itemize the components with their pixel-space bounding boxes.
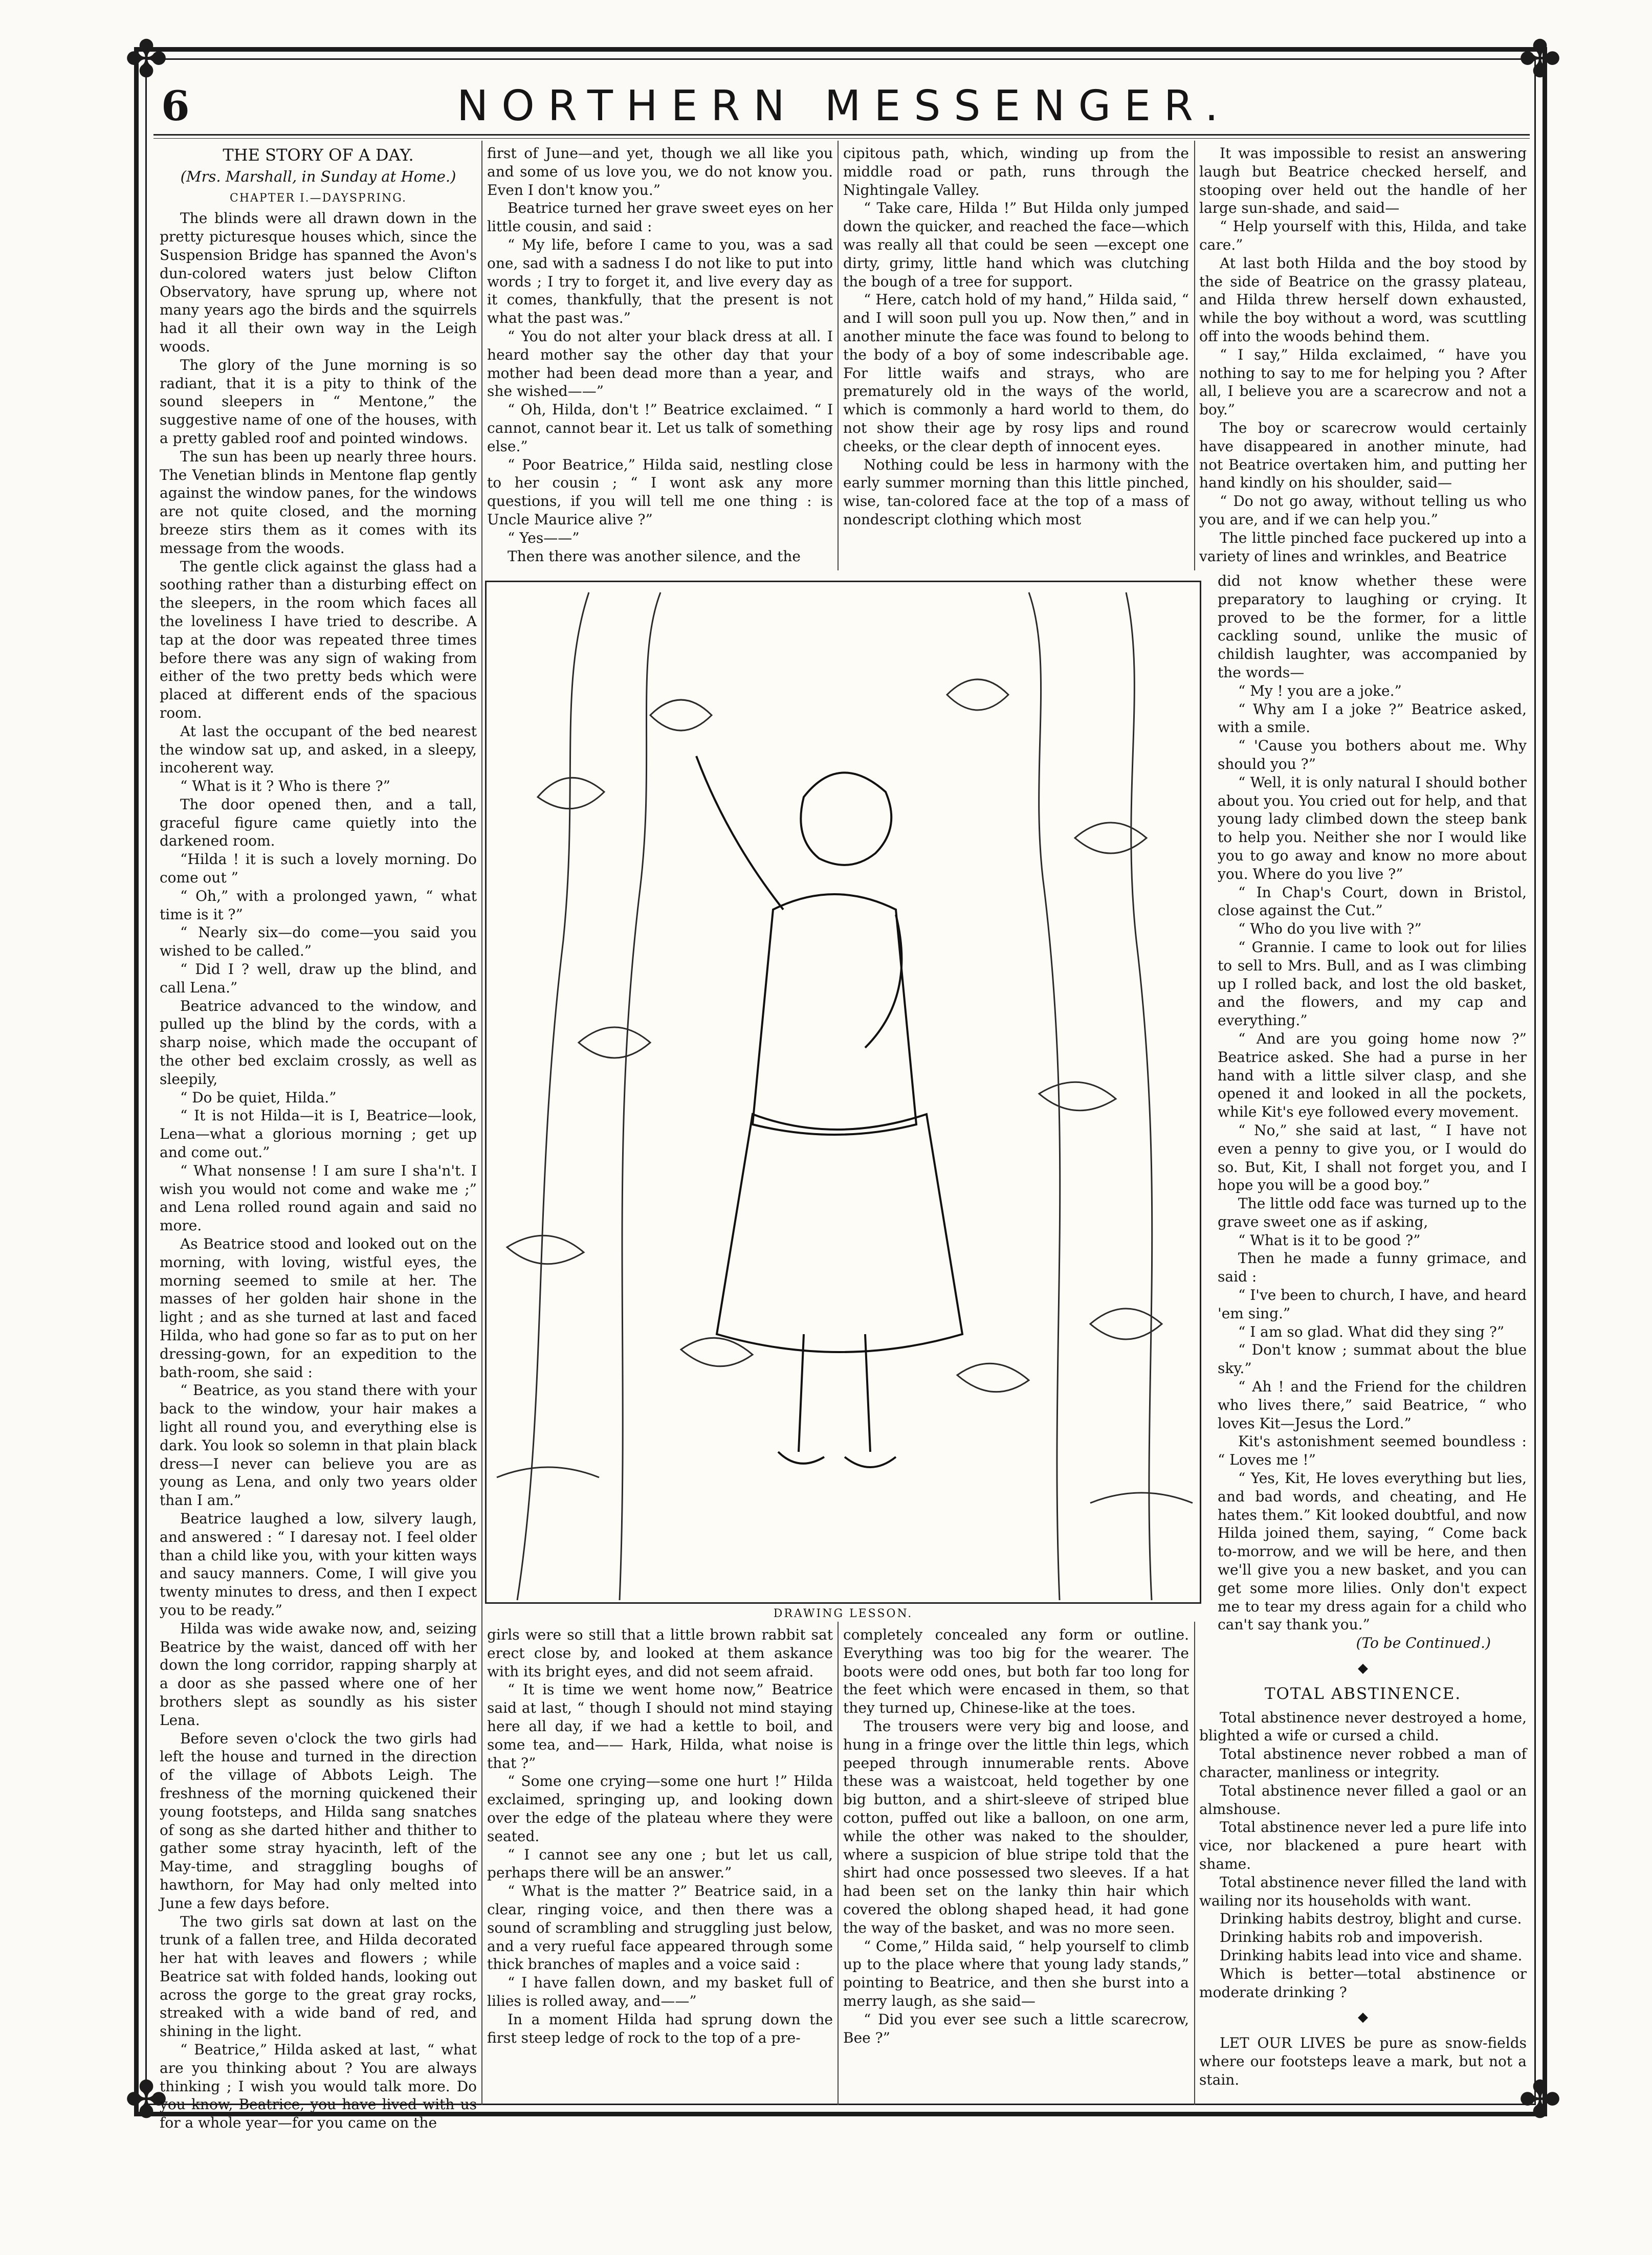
column-rule	[838, 1622, 839, 2105]
story-paragraph: The glory of the June morning is so radiant, that it is a pity to think of the sound sleepers in “ Mentone,” the suggestive name of one of the houses, with a pretty gabled roof and pointed windows.	[160, 356, 477, 447]
story-paragraph: “Hilda ! it is such a lovely morning. Do come out ”	[160, 851, 477, 887]
story-paragraph: “ Here, catch hold of my hand,” Hilda said, “ and I will soon pull you up. Now then,” and in another minute the face was found to belong to the body of a boy of some indescribable age. For little waifs and strays, who are prematurely old in the ways of the world, which is commonly a hard world to them, do not show their age by rosy lips and round cheeks, or the clear depth of innocent eyes.	[843, 291, 1189, 455]
story-paragraph: “ Oh,” with a prolonged yawn, “ what time is it ?”	[160, 887, 477, 923]
story-paragraph: The little pinched face puckered up into a variety of lines and wrinkles, and Beatrice	[1199, 529, 1527, 565]
girl-in-garden-image	[487, 582, 1200, 1602]
story-paragraph: “ Take care, Hilda !” But Hilda only jumped down the quicker, and reached the face—which was really all that could be seen —except one dirty, grimy, little hand which was clutching the bough of a tree for support.	[843, 200, 1189, 290]
column-2-bottom	[487, 1626, 833, 2102]
story-paragraph: “ Why am I a joke ?” Beatrice asked, with a smile.	[1218, 700, 1527, 736]
abstinence-line: Total abstinence never filled a gaol or an almshouse.	[1199, 1782, 1527, 1818]
story-paragraph: “ No,” she said at last, “ I have not even a penny to give you, or I would do so. But, Kit, I shall not forget you, and I hope you will be a good boy.”	[1218, 1121, 1527, 1194]
closing-verse: LET OUR LIVES be pure as snow-fields where our footsteps leave a mark, but not a stain.	[1199, 2035, 1527, 2088]
story-paragraph: It was impossible to resist an answering laugh but Beatrice checked herself, and stooping over held out the handle of her large sun-shade, and said—	[1199, 145, 1527, 217]
story-paragraph: “ Come,” Hilda said, “ help yourself to climb up to the place where that young lady stands,” pointing to Beatrice, and then she burst into a merry laugh, as she said—	[843, 1937, 1189, 2009]
column-4-top-body	[1199, 144, 1527, 565]
column-rule	[1194, 1622, 1195, 2105]
illustration-drawing-lesson	[485, 581, 1201, 1604]
column-rule	[1194, 141, 1195, 570]
column-3-top	[843, 144, 1189, 571]
column-rule	[481, 141, 482, 2105]
masthead-title: NORTHERN MESSENGER.	[456, 82, 1232, 130]
column-rule	[838, 141, 839, 570]
section-divider: ◆	[1358, 1661, 1368, 1676]
abstinence-line: Drinking habits rob and impoverish.	[1220, 1929, 1483, 1946]
story-paragraph: Hilda was wide awake now, and, seizing Beatrice by the waist, danced off with her down the long corridor, rapping sharply at a door as she passed where one of her brothers slept as soundly as his sister Lena.	[160, 1620, 477, 1729]
story-paragraph: “ What is it ? Who is there ?”	[180, 778, 390, 795]
story-paragraph: “ And are you going home now ?” Beatrice asked. She had a purse in her hand with a little silver clasp, and she opened it and looked in all the pockets, while Kit's eye followed every movement.	[1218, 1030, 1527, 1121]
story-paragraph: “ You do not alter your black dress at all. I heard mother say the other day that your mother had been dead more than a year, and she wished——”	[487, 327, 833, 400]
corner-ornament-top-right: ✤	[1518, 29, 1561, 89]
story-paragraph: “ Nearly six—do come—you said you wished to be called.”	[160, 924, 477, 960]
story-paragraph: “ I've been to church, I have, and heard 'em sing.”	[1218, 1287, 1527, 1322]
story-paragraph: “ Beatrice, as you stand there with your back to the window, your hair makes a light all round you, and everything else is dark. You look so solemn in that plain black dress—I never can believe you are as young as Lena, and only two years older than I am.”	[160, 1382, 477, 1509]
column-4-middle	[1218, 572, 1527, 1652]
story-paragraph: “ Grannie. I came to look out for lilies to sell to Mrs. Bull, and as I was climbing up I rolled back, and lost the old basket, and the flowers, and my cap and everything.”	[1218, 938, 1527, 1029]
story-paragraph: Beatrice advanced to the window, and pulled up the blind by the cords, with a sharp noise, which made the occupant of the other bed exclaim crossly, as well as sleepily,	[160, 997, 477, 1088]
story-paragraph: “ Don't know ; summat about the blue sky.”	[1218, 1341, 1527, 1377]
story-byline: (Mrs. Marshall, in Sunday at Home.)	[180, 167, 456, 185]
column-1	[160, 144, 477, 2132]
story-paragraph: “ I am so glad. What did they sing ?”	[1238, 1323, 1505, 1340]
illustration-caption: DRAWING LESSON.	[773, 1607, 913, 1620]
story-paragraph: Beatrice laughed a low, silvery laugh, and answered : “ I daresay not. I feel older than a child like you, with your kitten ways and saucy manners. Come, I will give you twenty minutes to dress, and then I expect you to be ready.”	[160, 1510, 477, 1619]
story-paragraph: Nothing could be less in harmony with the early summer morning than this little pinched, wise, tan-colored face at the top of a mass of nondescript clothing which most	[843, 456, 1189, 528]
story-paragraph: “ Did you ever see such a little scarecrow, Bee ?”	[843, 2010, 1189, 2046]
column-3-bottom-body	[843, 1626, 1189, 2047]
column-3-bottom	[843, 1626, 1189, 2102]
column-4-middle-body	[1218, 572, 1527, 1634]
corner-ornament-bottom-left: ✤	[125, 2070, 168, 2130]
story-paragraph: Then there was another silence, and the	[508, 547, 801, 565]
story-paragraph: The two girls sat down at last on the trunk of a fallen tree, and Hilda decorated her hat with leaves and flowers ; while Beatrice sat with folded hands, looking out across the gorge to the great gray rocks, streaked with a wide band of red, and shining in the light.	[160, 1913, 477, 2040]
story-paragraph: “ Did I ? well, draw up the blind, and call Lena.”	[160, 961, 477, 996]
column-1-body	[160, 209, 477, 2132]
header-rule	[153, 134, 1530, 136]
story-paragraph: “ 'Cause you bothers about me. Why should you ?”	[1218, 737, 1527, 772]
story-paragraph: The sun has been up nearly three hours. The Venetian blinds in Mentone flap gently against the window panes, for the windows are not quite closed, and the morning breeze stirs them as it comes with its message from the woods.	[160, 448, 477, 557]
story-paragraph: “ Poor Beatrice,” Hilda said, nestling close to her cousin ; “ I wont ask any more questions, if you will tell me one thing : is Uncle Maurice alive ?”	[487, 456, 833, 528]
story-paragraph: The gentle click against the glass had a soothing rather than a disturbing effect on the sleepers, in the room which faces all the loveliness I have tried to describe. A tap at the door was repeated three times before there was any sign of waking from either of the two pretty beds which were placed at different ends of the spacious room.	[160, 558, 477, 721]
continued-note: (To be Continued.)	[1356, 1634, 1491, 1652]
story-paragraph: In a moment Hilda had sprung down the first steep ledge of rock to the top of a pre-	[487, 2010, 833, 2046]
corner-ornament-bottom-right: ✤	[1518, 2070, 1561, 2130]
story-paragraph: “ Who do you live with ?”	[1238, 920, 1422, 938]
story-paragraph: “ What is it to be good ?”	[1238, 1231, 1421, 1249]
story-paragraph: Kit's astonishment seemed boundless : “ Loves me !”	[1218, 1433, 1527, 1469]
abstinence-line: Total abstinence never filled the land with wailing nor its households with want.	[1199, 1873, 1527, 1909]
abstinence-line: Total abstinence never led a pure life into vice, nor blackened a pure heart with shame.	[1199, 1819, 1527, 1872]
story-paragraph: At last both Hilda and the boy stood by the side of Beatrice on the grassy plateau, and Hilda threw herself down exhausted, while the boy without a word, was scuttling off into the woods behind them.	[1199, 254, 1527, 345]
abstinence-line: Drinking habits lead into vice and shame.	[1220, 1947, 1523, 1964]
story-paragraph: “ Some one crying—some one hurt !” Hilda exclaimed, springing up, and looking down over the edge of the plateau where they were seated.	[487, 1773, 833, 1845]
column-4-bottom	[1199, 1652, 1527, 2103]
abstinence-line: Total abstinence never robbed a man of character, manliness or integrity.	[1199, 1745, 1527, 1781]
column-4-top	[1199, 144, 1527, 571]
story-paragraph: “ Help yourself with this, Hilda, and take care.”	[1199, 218, 1527, 253]
story-paragraph: “ In Chap's Court, down in Bristol, close against the Cut.”	[1218, 883, 1527, 919]
story-title: THE STORY OF A DAY.	[223, 145, 414, 165]
story-paragraph: completely concealed any form or outline. Everything was too big for the wearer. The boots were odd ones, but both far too long for the feet which were encased in them, so that they turned up, Chinese-like at the toes.	[843, 1626, 1189, 1717]
story-paragraph: The boy or scarecrow would certainly have disappeared in another minute, had not Beatrice overtaken him, and putting her hand kindly on his shoulder, said—	[1199, 419, 1527, 492]
story-paragraph: As Beatrice stood and looked out on the morning, with loving, wistful eyes, the morning seemed to smile at her. The masses of her golden hair shone in the light ; and as she turned at last and faced Hilda, who had gone so far as to put on her dressing-gown, for an expedition to the bath-room, she said :	[160, 1235, 477, 1381]
story-paragraph: “ Yes, Kit, He loves everything but lies, and bad words, and cheating, and He hates them.” Kit looked doubtful, and now Hilda joined them, saying, “ Come back to-morrow, and we will be here, and then we'll give you a new basket, and you can get some more lilies. Only don't expect me to tear my dress again for a child who can't say thank you.”	[1218, 1470, 1527, 1633]
abstinence-body	[1199, 1709, 1527, 2002]
column-3-top-body	[843, 144, 1189, 529]
story-paragraph: “ I say,” Hilda exclaimed, “ have you nothing to say to me for helping you ? After all, I believe you are a scarecrow and not a boy.”	[1199, 346, 1527, 418]
abstinence-line: Drinking habits destroy, blight and curse.	[1220, 1910, 1522, 1928]
corner-ornament-top-left: ✤	[125, 29, 168, 89]
story-paragraph: Beatrice turned her grave sweet eyes on her little cousin, and said :	[487, 200, 833, 235]
story-paragraph: The blinds were all drawn down in the pretty picturesque houses which, since the Suspension Bridge has spanned the Avon's dun-colored waters just below Clifton Observatory, have sprung up, where not many years ago the birds and the squirrels had it all their own way in the Leigh woods.	[160, 210, 477, 355]
page-number: 6	[161, 82, 190, 130]
story-paragraph: Before seven o'clock the two girls had left the house and turned in the direction of the village of Abbots Leigh. The freshness of the morning quickened their young footsteps, and Hilda sang snatches of song as she darted hither and thither to gather some stray hyacinth, left of the May-time, and straggling boughs of hawthorn, for May had only melted into June a few days before.	[160, 1730, 477, 1912]
column-2-top	[487, 144, 833, 571]
story-paragraph: The little odd face was turned up to the grave sweet one as if asking,	[1218, 1195, 1527, 1230]
column-2-top-body	[487, 144, 833, 565]
story-paragraph: “ Well, it is only natural I should bother about you. You cried out for help, and that young lady climbed down the steep bank to help you. Neither she nor I would like you to go away and know no more about you. Where do you live ?”	[1218, 773, 1527, 882]
story-paragraph: cipitous path, which, winding up from the middle road or path, runs through the Nightingale Valley.	[843, 145, 1189, 198]
story-paragraph: The door opened then, and a tall, graceful figure came quietly into the darkened room.	[160, 795, 477, 850]
story-paragraph: did not know whether these were preparatory to laughing or crying. It proved to be the former, for a little cackling sound, unlike the music of childish laughter, was accompanied by the words—	[1218, 572, 1527, 681]
story-paragraph: “ I have fallen down, and my basket full of lilies is rolled away, and——”	[487, 1974, 833, 2009]
story-paragraph: At last the occupant of the bed nearest the window sat up, and asked, in a sleepy, incoherent way.	[160, 722, 477, 777]
story-paragraph: “ My ! you are a joke.”	[1238, 682, 1402, 699]
column-2-bottom-body	[487, 1626, 833, 2047]
story-paragraph: first of June—and yet, though we all like you and some of us love you, we do not know you. Even I don't know you.”	[487, 145, 833, 198]
story-paragraph: “ My life, before I came to you, was a sad one, sad with a sadness I do not like to put into words ; I try to forget it, and live every day as it comes, thankfully, that the present is not what the past was.”	[487, 236, 833, 327]
story-paragraph: “ Beatrice,” Hilda asked at last, “ what are you thinking about ? You are always thinking ; I wish you would talk more. Do you know, Beatrice, you have lived with us for a whole year—for you came on the	[160, 2041, 477, 2132]
story-paragraph: “ What nonsense ! I am sure I sha'n't. I wish you would not come and wake me ;” and Lena rolled round again and said no more.	[160, 1162, 477, 1234]
abstinence-title: TOTAL ABSTINENCE.	[1264, 1684, 1462, 1703]
story-paragraph: “ Oh, Hilda, don't !” Beatrice exclaimed. “ I cannot, cannot bear it. Let us talk of something else.”	[487, 401, 833, 455]
story-paragraph: “ Do not go away, without telling us who you are, and if we can help you.”	[1199, 493, 1527, 528]
story-paragraph: “ It is time we went home now,” Beatrice said at last, “ though I should not mind staying here all day, if we had a kettle to boil, and some tea, and—— Hark, Hilda, what noise is that ?”	[487, 1681, 833, 1772]
header-rule-thin	[153, 138, 1530, 139]
abstinence-line: Which is better—total abstinence or moderate drinking ?	[1199, 1965, 1527, 2001]
story-paragraph: Then he made a funny grimace, and said :	[1218, 1250, 1527, 1286]
chapter-heading: CHAPTER I.—DAYSPRING.	[229, 191, 407, 205]
story-paragraph: The trousers were very big and loose, and hung in a fringe over the little thin legs, which peeped through innumerable rents. Above these was a waistcoat, held together by one big button, and a shirt-sleeve of striped blue cotton, puffed out like a balloon, on one arm, while the other was naked to the shoulder, where a suspicion of blue stripe told that the shirt had once possessed two sleeves. If a hat had been set on the lanky thin hair which covered the oblong shaped head, it had gone the way of the basket, and was no more seen.	[843, 1717, 1189, 1936]
story-paragraph: “ Ah ! and the Friend for the children who lives there,” said Beatrice, “ who loves Kit—Jesus the Lord.”	[1218, 1378, 1527, 1432]
story-paragraph: “ It is not Hilda—it is I, Beatrice—look, Lena—what a glorious morning ; get up and come out.”	[160, 1107, 477, 1161]
story-paragraph: girls were so still that a little brown rabbit sat erect close by, and looked at them askance with its bright eyes, and did not seem afraid.	[487, 1626, 833, 1680]
story-paragraph: “ What is the matter ?” Beatrice said, in a clear, ringing voice, and then there was a sound of scrambling and struggling just below, and a very rueful face appeared through some thick branches of maples and a voice said :	[487, 1883, 833, 1973]
section-divider: ◆	[1358, 2009, 1368, 2025]
story-paragraph: “ Do be quiet, Hilda.”	[180, 1089, 337, 1106]
story-paragraph: “ Yes——”	[508, 529, 580, 546]
story-paragraph: “ I cannot see any one ; but let us call, perhaps there will be an answer.”	[487, 1846, 833, 1882]
abstinence-line: Total abstinence never destroyed a home, blighted a wife or cursed a child.	[1199, 1709, 1527, 1744]
